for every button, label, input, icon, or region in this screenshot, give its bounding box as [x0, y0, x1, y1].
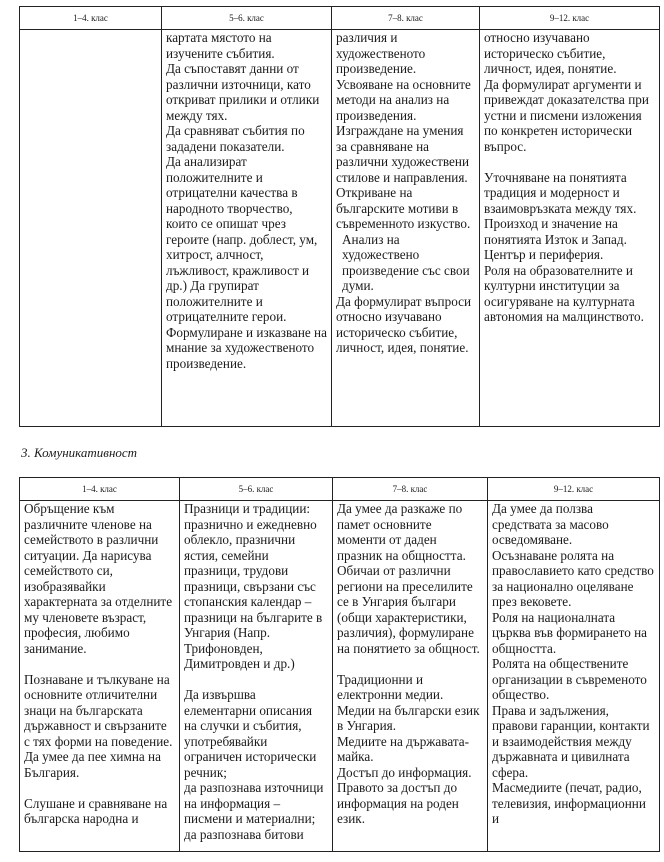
text-block: Да анализират положителните и отрицателни качества в народното творчество, които се опишат чрез героите (напр. доблест, ум, хитрост, алчност, лъжливост, кражливост и др.) Да групират положителните и отрицателните герои.: [166, 154, 318, 324]
header-grade-7-8: 7–8. клас: [333, 478, 488, 501]
text-block: Слушане и сравняване на българска народна и: [24, 795, 168, 826]
section-title: 3. Комуникативност: [21, 445, 138, 460]
text-block: Правото за достъп до информация на роден език.: [337, 780, 459, 826]
text-block: Медии на български език в Унгария.: [337, 702, 480, 733]
text-block: Да умее да ползва средствата за масово осведомяване.: [492, 501, 609, 547]
text-block: относно изучавано историческо събитие, личност, идея, понятие.: [484, 30, 617, 76]
cell-grade-5-6: [180, 501, 333, 852]
text-block: Формулиране и изказване на мнание за художественото произведение.: [166, 324, 327, 371]
header-grade-5-6: 5–6. клас: [162, 7, 332, 30]
text-block: Роля на националната църква във формирането на общността.: [492, 609, 648, 656]
table-header-row: [20, 478, 660, 501]
text-block: Познаване и тълкуване на основните отличителни знаци на българската държавност и свързаните с тях форми на поведение. Да умее да пее химна на България.: [24, 671, 173, 780]
cell-grade-7-8: [333, 501, 488, 852]
text-block: Да съпоставят данни от различни източници, като откриват прилики и отлики между тях.: [166, 61, 320, 123]
text-block: Традиционни и електронни медии.: [337, 671, 444, 702]
header-grade-9-12: 9–12. клас: [480, 7, 660, 30]
cell-grade-1-4: [20, 30, 162, 427]
text-block: Осъзнаване ролята на православието като средство за национално оцеляване през вековете.: [492, 547, 654, 609]
text-block: Достъп до информация.: [337, 764, 472, 780]
text-block: Произход и значение на понятията Изток и Запад. Център и периферия.: [484, 216, 627, 262]
text-block: Да формулират въпроси относно изучавано историческо събитие, личност, идея, понятие.: [336, 293, 472, 355]
table-row: [20, 501, 660, 852]
text-block: картата мястото на изучените събития.: [166, 30, 275, 61]
text-block: Обичаи от различни региони на преселилите се в Унгария българи (общи характеристики, различия), формулиране на понятието за общност.: [337, 563, 480, 656]
header-grade-9-12: 9–12. клас: [488, 478, 660, 501]
table-row: [20, 30, 660, 427]
header-grade-1-4: 1–4. клас: [20, 478, 180, 501]
table-header-row: [20, 7, 660, 30]
text-block: Уточняване на понятията традиция и модерност и взаимовръзката между тях.: [484, 169, 637, 216]
cell-grade-5-6: [162, 30, 332, 427]
text-block: Усвояване на основните методи на анализ на произведения.: [336, 76, 471, 123]
text-block: Да извършва елементарни описания на случки и събития, употребявайки ограничен исторически речник;: [184, 687, 317, 780]
cell-grade-9-12: [480, 30, 660, 427]
text-block: Да формулират аргументи и привеждат доказателства при устни и писмени изложения по конкретен исторически въпрос.: [484, 76, 649, 154]
table-curriculum-1: [19, 6, 660, 427]
cell-grade-7-8: [332, 30, 480, 427]
text-block: Ролята на обществените организации в съвременото общество.: [492, 656, 647, 702]
text-block: Да сравняват събития по зададени показатели.: [166, 123, 305, 154]
text-block: да разпознава източници на информация – писмени и материални; да разпознава битови: [184, 780, 324, 842]
text-block: Обръщение към различните членове на семейството в различни ситуации. Да нарисува семейството си, изобразявайки характерната за отделните му членовете възраст, професия, любимо занимание.: [24, 501, 173, 656]
table-curriculum-2: [19, 477, 660, 852]
cell-grade-9-12: [488, 501, 660, 852]
header-grade-1-4: 1–4. клас: [20, 7, 162, 30]
text-block: Изграждане на умения за сравняване на различни художествени стилове и направления.: [336, 123, 470, 185]
text-block: Права и задължения, правови гаранции, контакти и взаимодействия между държавната и цивилната сфера.: [492, 702, 650, 780]
header-grade-7-8: 7–8. клас: [332, 7, 480, 30]
text-block: Да умее да разкаже по памет основните моменти от даден празник на общността.: [337, 501, 466, 563]
text-block: Масмедиите (печат, радио, телевизия, информационни и: [492, 780, 646, 826]
text-block: Празници и традиции: празнично и ежедневно облекло, празнични ястия, семейни празници, трудови празници, свързани със стопанския календар – празници на българите в Унгария (Напр. Трифоновден, Димитровден и др.): [184, 501, 323, 671]
text-block: Роля на образователните и културни институции за осигуряване на културната автономия на малцинството.: [484, 262, 644, 324]
text-block: различия и художественото произведение.: [336, 30, 426, 76]
text-block: Анализ на художествено произведение със свои думи.: [342, 231, 470, 293]
cell-grade-1-4: [20, 501, 180, 852]
header-grade-5-6: 5–6. клас: [180, 478, 333, 501]
text-block: Медиите на държавата-майка.: [337, 733, 469, 764]
text-block: Откриване на българските мотиви в съвременното изкуство.: [336, 185, 471, 231]
